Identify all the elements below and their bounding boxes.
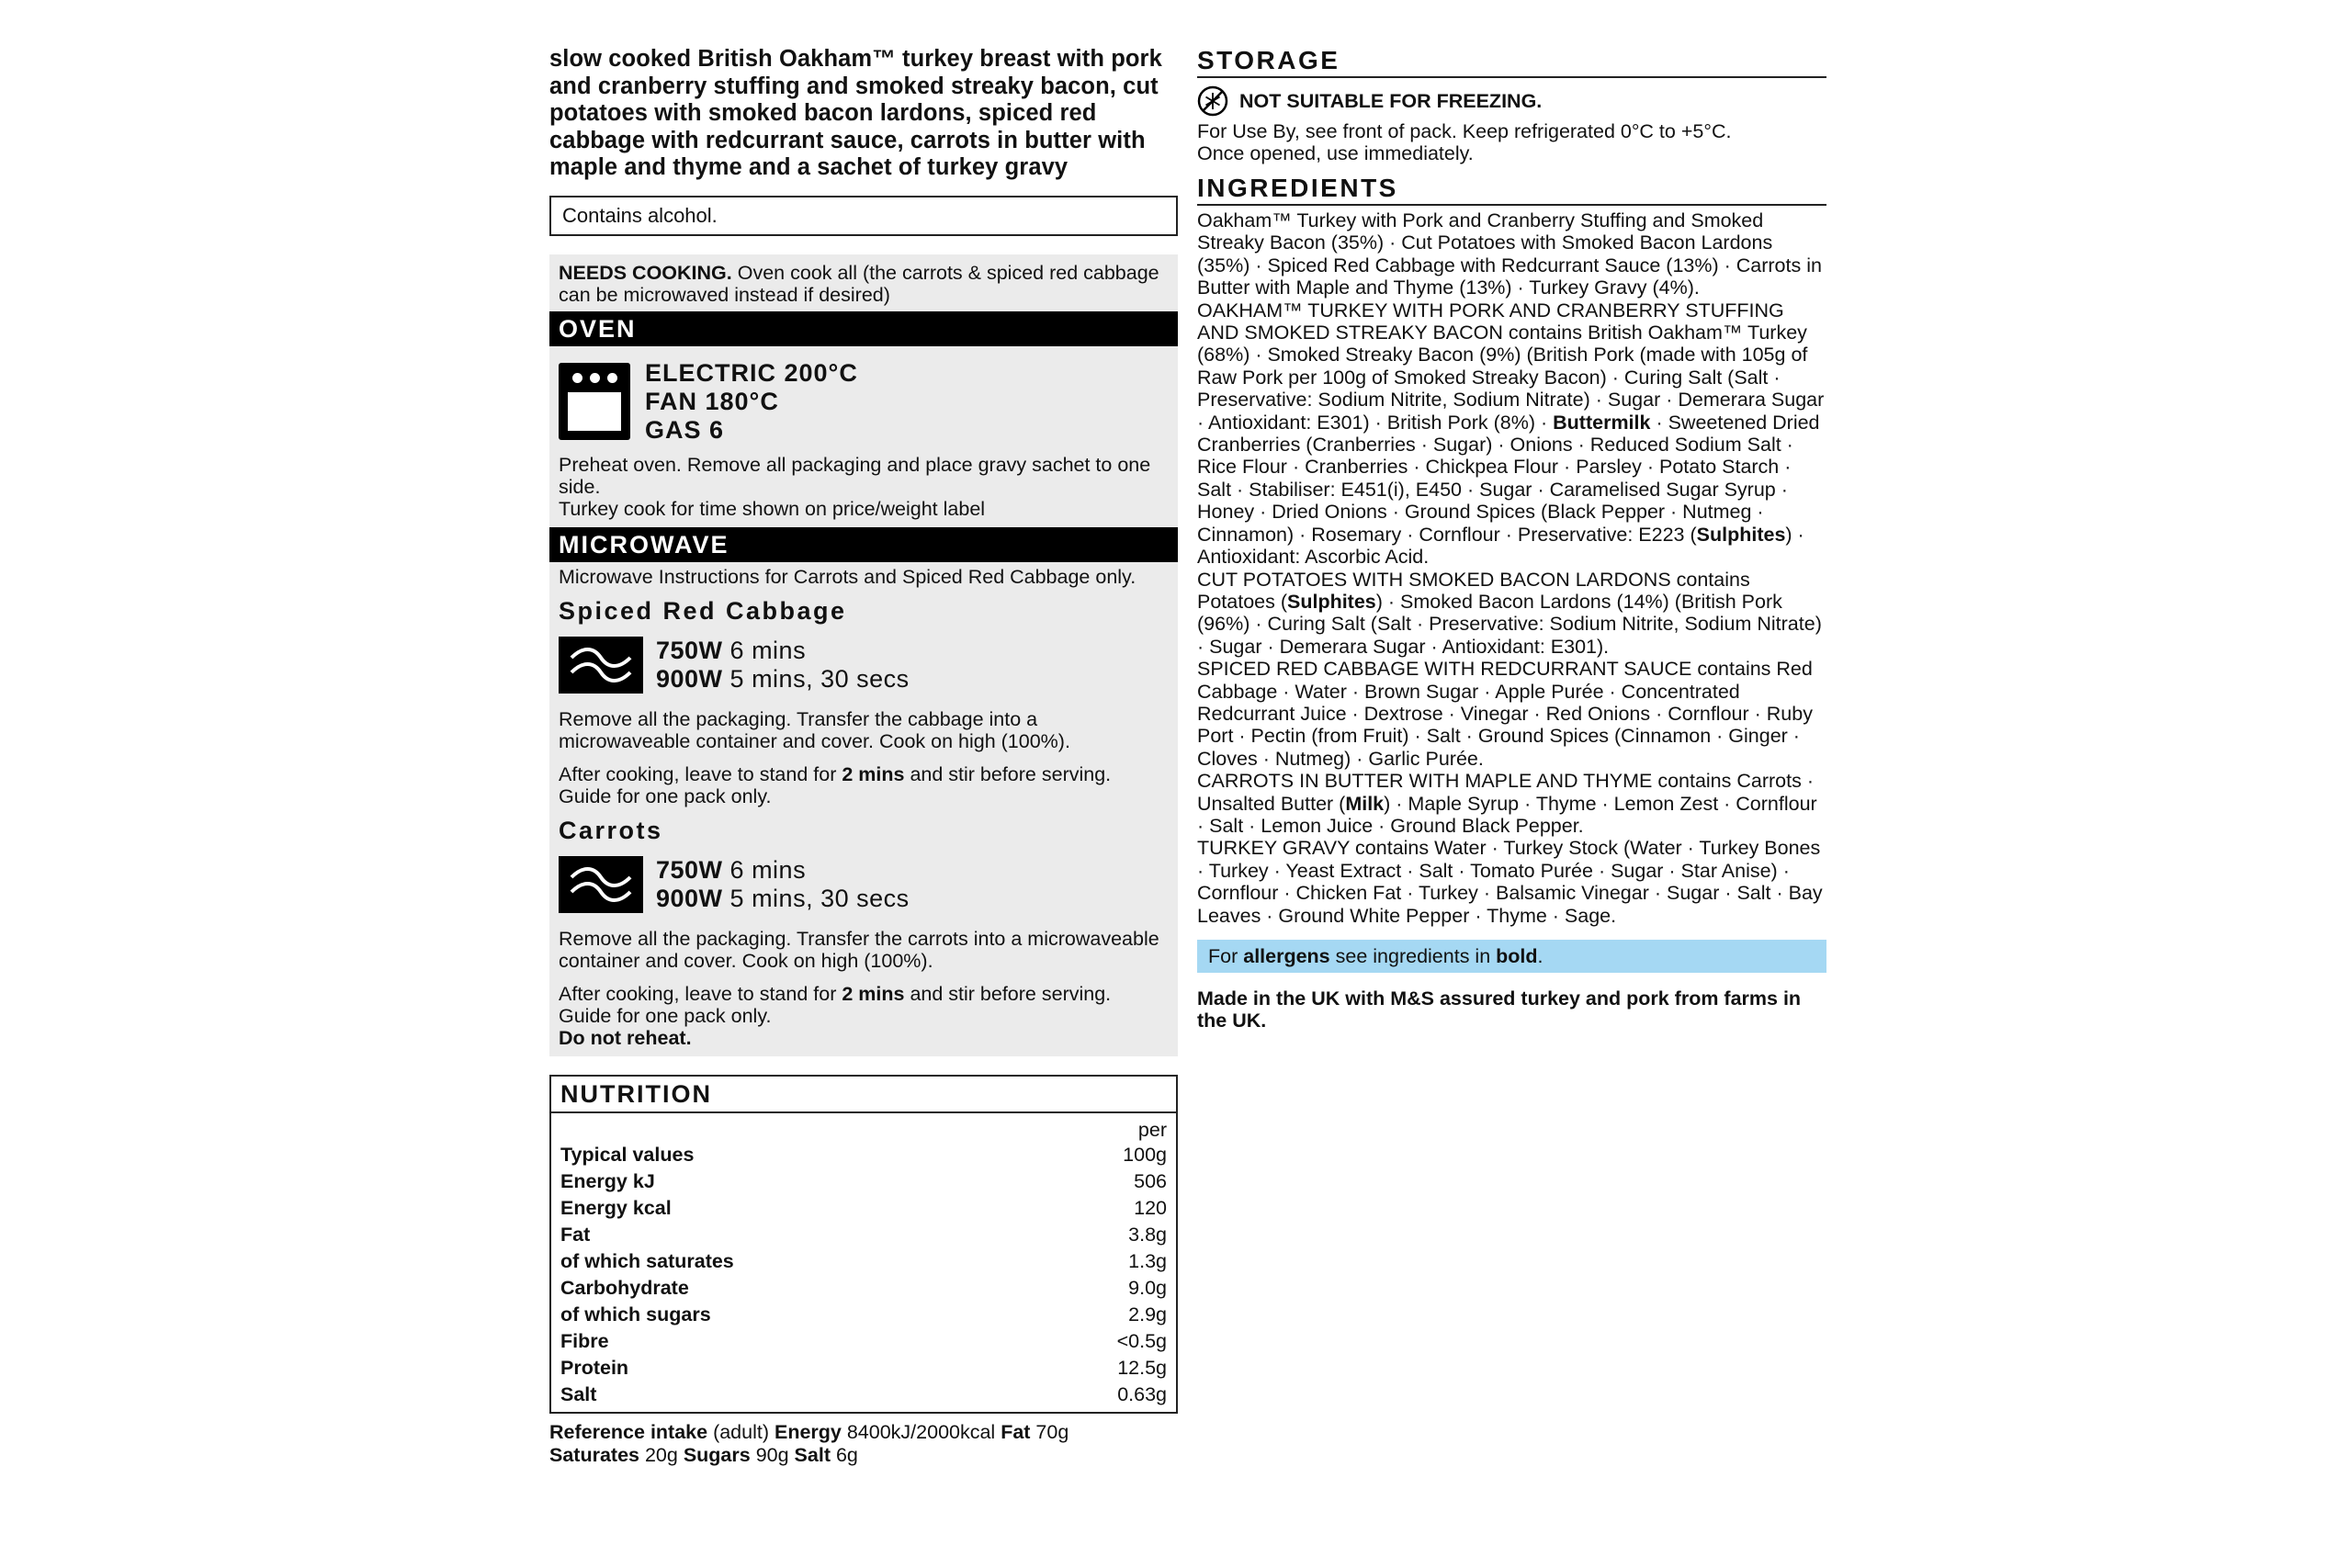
ingredients-turkey (1197, 299, 1826, 569)
allergen-sulphites: Sulphites (1696, 523, 1786, 546)
cabbage-stand-time: 2 mins (842, 762, 905, 785)
allergen-text-bold-2: bold (1496, 945, 1538, 967)
cabbage-stand-pre: After cooking, leave to stand for (559, 762, 842, 785)
allergen-notice (1197, 940, 1826, 973)
oven-temp-electric: ELECTRIC 200°C (645, 358, 858, 387)
nutrient-value: 100g (1123, 1143, 1167, 1166)
oven-temperatures (645, 359, 858, 445)
oven-instructions-line-1: Preheat oven. Remove all packaging and place gravy sachet to one side. (559, 453, 1151, 498)
oven-heading: OVEN (549, 311, 1178, 346)
ri-energy-label: Energy (774, 1420, 842, 1443)
microwave-intro: Microwave Instructions for Carrots and Spiced Red Cabbage only. (559, 565, 1136, 588)
nutrient-label: Carbohydrate (560, 1276, 689, 1299)
carrots-stand-pre: After cooking, leave to stand for (559, 982, 842, 1005)
not-suitable-for-freezing (1197, 85, 1826, 117)
origin-statement: Made in the UK with M&S assured turkey and pork from farms in the UK. (1197, 987, 1802, 1032)
needs-cooking-text: Oven cook all (the carrots & spiced red cabbage can be microwaved instead if desired) (559, 261, 1159, 306)
per-label: per (1137, 1118, 1167, 1141)
storage-line-2: Once opened, use immediately. (1197, 142, 1474, 164)
carrots-stand-note (549, 972, 1178, 1027)
oven-instructions (549, 450, 1178, 520)
cabbage-time-900: 5 mins, 30 secs (722, 664, 910, 693)
nutrient-value: 12.5g (1117, 1356, 1167, 1379)
potatoes-text-1: CUT POTATOES WITH SMOKED BACON LARDONS contains Potatoes ( (1197, 568, 1750, 613)
carrots-time-750: 6 mins (722, 855, 807, 884)
microwave-heading: MICROWAVE (549, 527, 1178, 562)
nutrient-label: Energy kJ (560, 1169, 655, 1192)
storage-line-1: For Use By, see front of pack. Keep refrigerated 0°C to +5°C. (1197, 120, 1732, 142)
ri-sugars-label: Sugars (683, 1443, 751, 1466)
allergen-text-3: . (1537, 945, 1544, 967)
carrots-watt-900: 900W (656, 884, 723, 912)
microwave-wave-icon (559, 856, 643, 913)
nutrition-panel (549, 1075, 1178, 1414)
ri-adult: (adult) (707, 1420, 775, 1443)
ri-salt-value: 6g (830, 1443, 858, 1466)
ingredients-gravy: TURKEY GRAVY contains Water · Turkey Stock (Water · Turkey Bones · Turkey · Yeast Extract · Salt · Tomato Purée · Sugar · Star Anise) · Cornflour · Chicken Fat · Turkey · Balsamic Vinegar · Sugar · Salt · Bay Leaves · Ground White Pepper · Thyme · Sage. (1197, 837, 1823, 927)
do-not-reheat: Do not reheat. (559, 1026, 692, 1049)
ri-energy-value: 8400kJ/2000kcal (841, 1420, 1001, 1443)
table-row (551, 1168, 1176, 1195)
carrots-times (656, 856, 910, 913)
ri-sugars-value: 90g (750, 1443, 795, 1466)
ri-fat-value: 70g (1030, 1420, 1069, 1443)
ingredients-potatoes (1197, 569, 1826, 659)
carrots-text-1: CARROTS IN BUTTER WITH MAPLE AND THYME contains Carrots · Unsalted Butter ( (1197, 770, 1814, 815)
ri-saturates-value: 20g (639, 1443, 684, 1466)
nutrition-table (551, 1119, 1176, 1408)
carrots-stand-post: and stir before serving. Guide for one pack only. (559, 982, 1112, 1027)
oven-temp-fan: FAN 180°C (645, 387, 779, 415)
cooking-instructions-panel (549, 254, 1178, 1056)
table-row (551, 1119, 1176, 1142)
oven-instructions-line-2: Turkey cook for time shown on price/weight label (559, 497, 986, 520)
nutrient-value: 120 (1134, 1196, 1167, 1219)
potatoes-text-2: ) · Smoked Bacon Lardons (14%) (British Pork (96%) · Curing Salt (Salt · Preservative: Sodium Nitrite, Sodium Nitrate) · Sugar · Demerara Sugar · Antioxidant: E301). (1197, 590, 1822, 658)
carrots-watt-750: 750W (656, 855, 723, 884)
turkey-text-2: · Sweetened Dried Cranberries (Cranberries · Sugar) · Onions · Reduced Sodium Salt · Rice Flour · Cranberries · Chickpea Flour · Parsley · Potato Starch · Salt · Stabiliser: E451(i), E450 · Sugar · Caramelised Sugar Syrup · Honey · Dried Onions · Ground Spices (Black Pepper · Nutmeg · Cinnamon) · Rosemary · Cornflour · Preservative: E223 ( (1197, 411, 1820, 546)
carrots-stand-time: 2 mins (842, 982, 905, 1005)
carrots-time-900: 5 mins, 30 secs (722, 884, 910, 912)
carrots-microwave-times (549, 849, 1178, 919)
turkey-text-1: OAKHAM™ TURKEY WITH PORK AND CRANBERRY STUFFING AND SMOKED STREAKY BACON contains British Oakham™ Turkey (68%) · Smoked Streaky Bacon (9%) (British Pork (made with 105g of Raw Pork per 100g of Smoked Streaky Bacon) · Curing Salt (Salt · Preservative: Sodium Nitrite, Sodium Nitrate) · Sugar · Demerara Sugar · Antioxidant: E301) · British Pork (8%) · (1197, 299, 1825, 434)
ri-fat-label: Fat (1001, 1420, 1031, 1443)
nutrient-label: Salt (560, 1382, 597, 1405)
nutrient-value: 9.0g (1128, 1276, 1167, 1299)
cabbage-microwave-times (549, 629, 1178, 699)
ri-salt-label: Salt (794, 1443, 831, 1466)
ri-label: Reference intake (549, 1420, 708, 1443)
cabbage-watt-900: 900W (656, 664, 723, 693)
cabbage-step-1: Remove all the packaging. Transfer the cabbage into a microwaveable container and cover. Cook on high (100%). (559, 707, 1070, 752)
nutrient-label: Typical values (560, 1143, 695, 1166)
nutrient-label: of which sugars (560, 1303, 711, 1325)
ingredients-list (1197, 209, 1826, 927)
turkey-text-3: ) · Antioxidant: Ascorbic Acid. (1197, 523, 1804, 569)
cabbage-watt-750: 750W (656, 636, 723, 664)
nutrient-value: <0.5g (1116, 1329, 1167, 1352)
nutrient-label: of which saturates (560, 1249, 734, 1272)
table-row (551, 1328, 1176, 1355)
needs-cooking-note (549, 254, 1178, 311)
oven-temp-gas: GAS 6 (645, 415, 725, 444)
allergen-milk: Milk (1345, 792, 1385, 815)
reference-intake (549, 1421, 1178, 1467)
table-row (551, 1195, 1176, 1222)
cabbage-stand-note (549, 752, 1178, 807)
ingredients-summary: Oakham™ Turkey with Pork and Cranberry Stuffing and Smoked Streaky Bacon (35%) · Cut Potatoes with Smoked Bacon Lardons (35%) · Spiced Red Cabbage with Redcurrant Sauce (13%) · Carrots in Butter with Maple and Thyme (13%) · Turkey Gravy (4%). (1197, 209, 1822, 299)
storage-instructions (1197, 120, 1826, 164)
allergen-text-2: see ingredients in (1329, 945, 1497, 967)
nutrient-value: 2.9g (1128, 1303, 1167, 1325)
nutrient-label: Fat (560, 1223, 591, 1246)
allergen-sulphites: Sulphites (1287, 590, 1376, 613)
table-row (551, 1275, 1176, 1302)
nutrient-value: 1.3g (1128, 1249, 1167, 1272)
right-column (1197, 46, 1826, 1032)
no-freeze-icon (1197, 85, 1228, 117)
cabbage-times (656, 637, 910, 694)
cabbage-time-750: 6 mins (722, 636, 807, 664)
not-freeze-text: NOT SUITABLE FOR FREEZING. (1239, 89, 1543, 112)
alcohol-text: Contains alcohol. (562, 203, 718, 227)
table-row (551, 1302, 1176, 1328)
nutrient-label: Fibre (560, 1329, 609, 1352)
microwave-wave-icon (559, 637, 643, 694)
left-column (549, 46, 1178, 1467)
carrots-heading: Carrots (559, 816, 663, 844)
nutrient-value: 0.63g (1117, 1382, 1167, 1405)
nutrient-label: Energy kcal (560, 1196, 672, 1219)
ingredients-cabbage: SPICED RED CABBAGE WITH REDCURRANT SAUCE contains Red Cabbage · Water · Brown Sugar · Apple Purée · Concentrated Redcurrant Juice · Dextrose · Vinegar · Red Onions · Cornflour · Ruby Port · Pectin (from Fruit) · Salt · Ground Spices (Cinnamon · Ginger · Cloves · Nutmeg) · Garlic Purée. (1197, 658, 1813, 770)
alcohol-notice (549, 196, 1178, 236)
table-row (551, 1382, 1176, 1408)
nutrient-label: Protein (560, 1356, 629, 1379)
product-title: slow cooked British Oakham™ turkey breast with pork and cranberry stuffing and smoked streaky bacon, cut potatoes with smoked bacon lardons, spiced red cabbage with redcurrant sauce, carrots in butter with maple and thyme and a sachet of turkey gravy (549, 46, 1162, 180)
carrots-text-2: ) · Maple Syrup · Thyme · Lemon Zest · Cornflour · Salt · Lemon Juice · Ground Black Pepper. (1197, 792, 1817, 837)
allergen-text-bold-1: allergens (1243, 945, 1330, 967)
oven-settings (549, 346, 1178, 450)
ingredients-heading: INGREDIENTS (1197, 174, 1826, 206)
table-row (551, 1355, 1176, 1382)
ingredients-carrots (1197, 770, 1826, 837)
needs-cooking-label: NEEDS COOKING. (559, 261, 732, 284)
table-row (551, 1142, 1176, 1168)
cabbage-stand-post: and stir before serving. Guide for one pack only. (559, 762, 1112, 807)
table-row (551, 1248, 1176, 1275)
nutrition-heading: NUTRITION (551, 1077, 1176, 1113)
oven-icon (559, 363, 630, 440)
carrots-step-1: Remove all the packaging. Transfer the carrots into a microwaveable container and cover. Cook on high (100%). (559, 927, 1159, 972)
nutrient-value: 506 (1134, 1169, 1167, 1192)
storage-heading: STORAGE (1197, 46, 1826, 78)
ri-saturates-label: Saturates (549, 1443, 639, 1466)
nutrient-value: 3.8g (1128, 1223, 1167, 1246)
table-row (551, 1222, 1176, 1248)
cabbage-heading: Spiced Red Cabbage (559, 596, 847, 625)
allergen-buttermilk: Buttermilk (1553, 411, 1651, 434)
allergen-text-1: For (1208, 945, 1244, 967)
